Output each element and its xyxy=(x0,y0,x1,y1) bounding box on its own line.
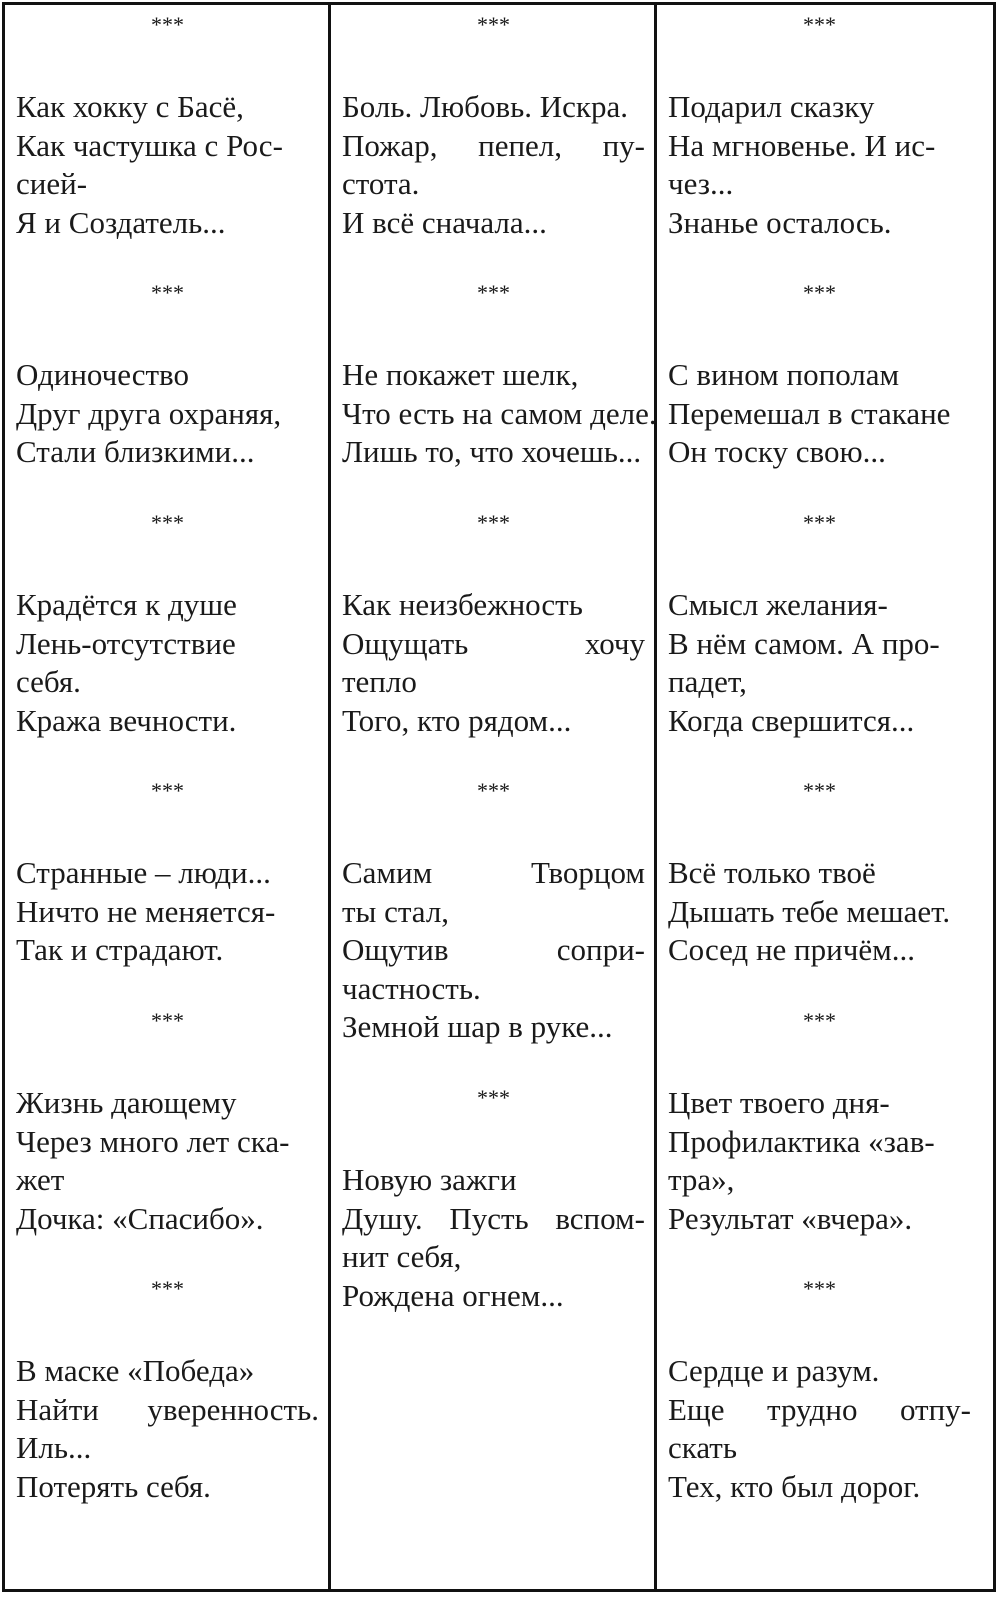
poem-line: На мгновенье. И ис- xyxy=(668,127,936,163)
poem-line: Так и страдают. xyxy=(16,932,224,967)
poem-separator: *** xyxy=(151,510,184,535)
poem-separator: *** xyxy=(803,1008,836,1033)
poem-line: нит себя, xyxy=(342,1239,462,1274)
poem-line: С вином пополам xyxy=(668,357,900,392)
poem-line: Потерять себя. xyxy=(16,1468,211,1504)
poem-separator: *** xyxy=(151,778,184,803)
poem-line: Жизнь дающему xyxy=(16,1085,237,1120)
poem-line: Новую зажги xyxy=(342,1162,517,1197)
poem-line: жет xyxy=(16,1162,65,1197)
poem-separator: *** xyxy=(803,12,836,37)
poem-separator: *** xyxy=(803,778,836,803)
poem-separator: *** xyxy=(477,510,510,535)
poem-separator: *** xyxy=(151,1008,184,1033)
poem-line: Друг друга охраняя, xyxy=(16,395,282,431)
poem-line: Пожар, пепел, пу- xyxy=(342,127,645,163)
poem-line: Крадётся к душе xyxy=(16,587,237,622)
poem-line: стота. xyxy=(342,166,420,201)
poem-line: ты стал, xyxy=(342,893,450,929)
poem-line: Еще трудно отпу- xyxy=(668,1391,971,1427)
poem-line: В нём самом. А про- xyxy=(668,625,940,661)
poem-line: Дочка: «Спасибо». xyxy=(16,1200,264,1236)
poem-line: Профилактика «зав- xyxy=(668,1123,935,1159)
poem-line: Цвет твоего дня- xyxy=(668,1085,890,1120)
column-divider-1 xyxy=(328,2,331,1592)
poem-line: частность. xyxy=(342,970,481,1006)
poem-line: Тех, кто был дорог. xyxy=(668,1468,921,1504)
poem-line: себя. xyxy=(16,664,81,699)
poem-line: Стали близкими... xyxy=(16,434,255,469)
poem-line: тра», xyxy=(668,1162,735,1197)
poem-line: Лень-отсутствие xyxy=(16,625,236,661)
column-divider-2 xyxy=(654,2,657,1592)
poem-line: Смысл желания- xyxy=(668,587,888,622)
poem-line: Я и Создатель... xyxy=(16,204,226,240)
poem-separator: *** xyxy=(477,280,510,305)
poem-separator: *** xyxy=(151,280,184,305)
poem-line: Как неизбежность xyxy=(342,587,583,622)
poem-line: сией- xyxy=(16,166,88,201)
poem-line: Душу. Пусть вспом- xyxy=(342,1200,645,1236)
poem-line: Сердце и разум. xyxy=(668,1353,880,1388)
poem-line: Того, кто рядом... xyxy=(342,702,572,738)
poem-separator: *** xyxy=(803,280,836,305)
poem-line: Как хокку с Басё, xyxy=(16,89,244,124)
poem-separator: *** xyxy=(477,12,510,37)
poem-line: Ничто не меняется- xyxy=(16,893,276,929)
poem-line: тепло xyxy=(342,664,417,699)
poem-line: Кража вечности. xyxy=(16,702,237,738)
poem-separator: *** xyxy=(151,1276,184,1301)
poem-line: Иль... xyxy=(16,1430,92,1465)
poem-line: Результат «вчера». xyxy=(668,1200,913,1236)
poem-line: Рождена огнем... xyxy=(342,1277,564,1313)
poem-line: скать xyxy=(668,1430,737,1465)
poem-line: Всё только твоё xyxy=(668,855,876,890)
poem-line: Через много лет ска- xyxy=(16,1123,290,1159)
poem-line: Лишь то, что хочешь... xyxy=(342,434,642,469)
poem-line: Что есть на самом деле. xyxy=(342,395,657,431)
poem-line: Он тоску свою... xyxy=(668,434,886,469)
poem-line: Не покажет шелк, xyxy=(342,357,579,392)
poem-line: И всё сначала... xyxy=(342,204,547,240)
poem-line: Подарил сказку xyxy=(668,89,875,124)
poem-line: Ощутив сопри- xyxy=(342,932,645,967)
poem-line: Боль. Любовь. Искра. xyxy=(342,89,628,124)
poem-line: Ощущать хочу xyxy=(342,625,645,661)
poem-line: Как частушка с Рос- xyxy=(16,127,283,163)
poem-line: Земной шар в руке... xyxy=(342,1009,613,1044)
poem-line: падет, xyxy=(668,664,747,699)
poem-line: Перемешал в стакане xyxy=(668,395,951,431)
poem-line: Когда свершится... xyxy=(668,702,915,738)
poem-column-2 xyxy=(342,0,657,1597)
poem-line: Сосед не причём... xyxy=(668,932,915,967)
poem-separator: *** xyxy=(477,1085,510,1110)
poem-separator: *** xyxy=(151,12,184,37)
poem-separator: *** xyxy=(477,778,510,803)
poem-column-3 xyxy=(668,0,971,1597)
poem-line: Самим Творцом xyxy=(342,855,645,890)
poem-column-1 xyxy=(16,0,319,1597)
poem-line: Найти уверенность. xyxy=(16,1391,319,1427)
poem-line: Странные – люди... xyxy=(16,855,271,890)
poem-line: Дышать тебе мешает. xyxy=(668,893,951,929)
poem-separator: *** xyxy=(803,510,836,535)
poem-line: Знанье осталось. xyxy=(668,204,892,240)
poem-line: В маске «Победа» xyxy=(16,1353,255,1388)
poem-line: чез... xyxy=(668,166,734,201)
poem-separator: *** xyxy=(803,1276,836,1301)
poem-line: Одиночество xyxy=(16,357,189,392)
